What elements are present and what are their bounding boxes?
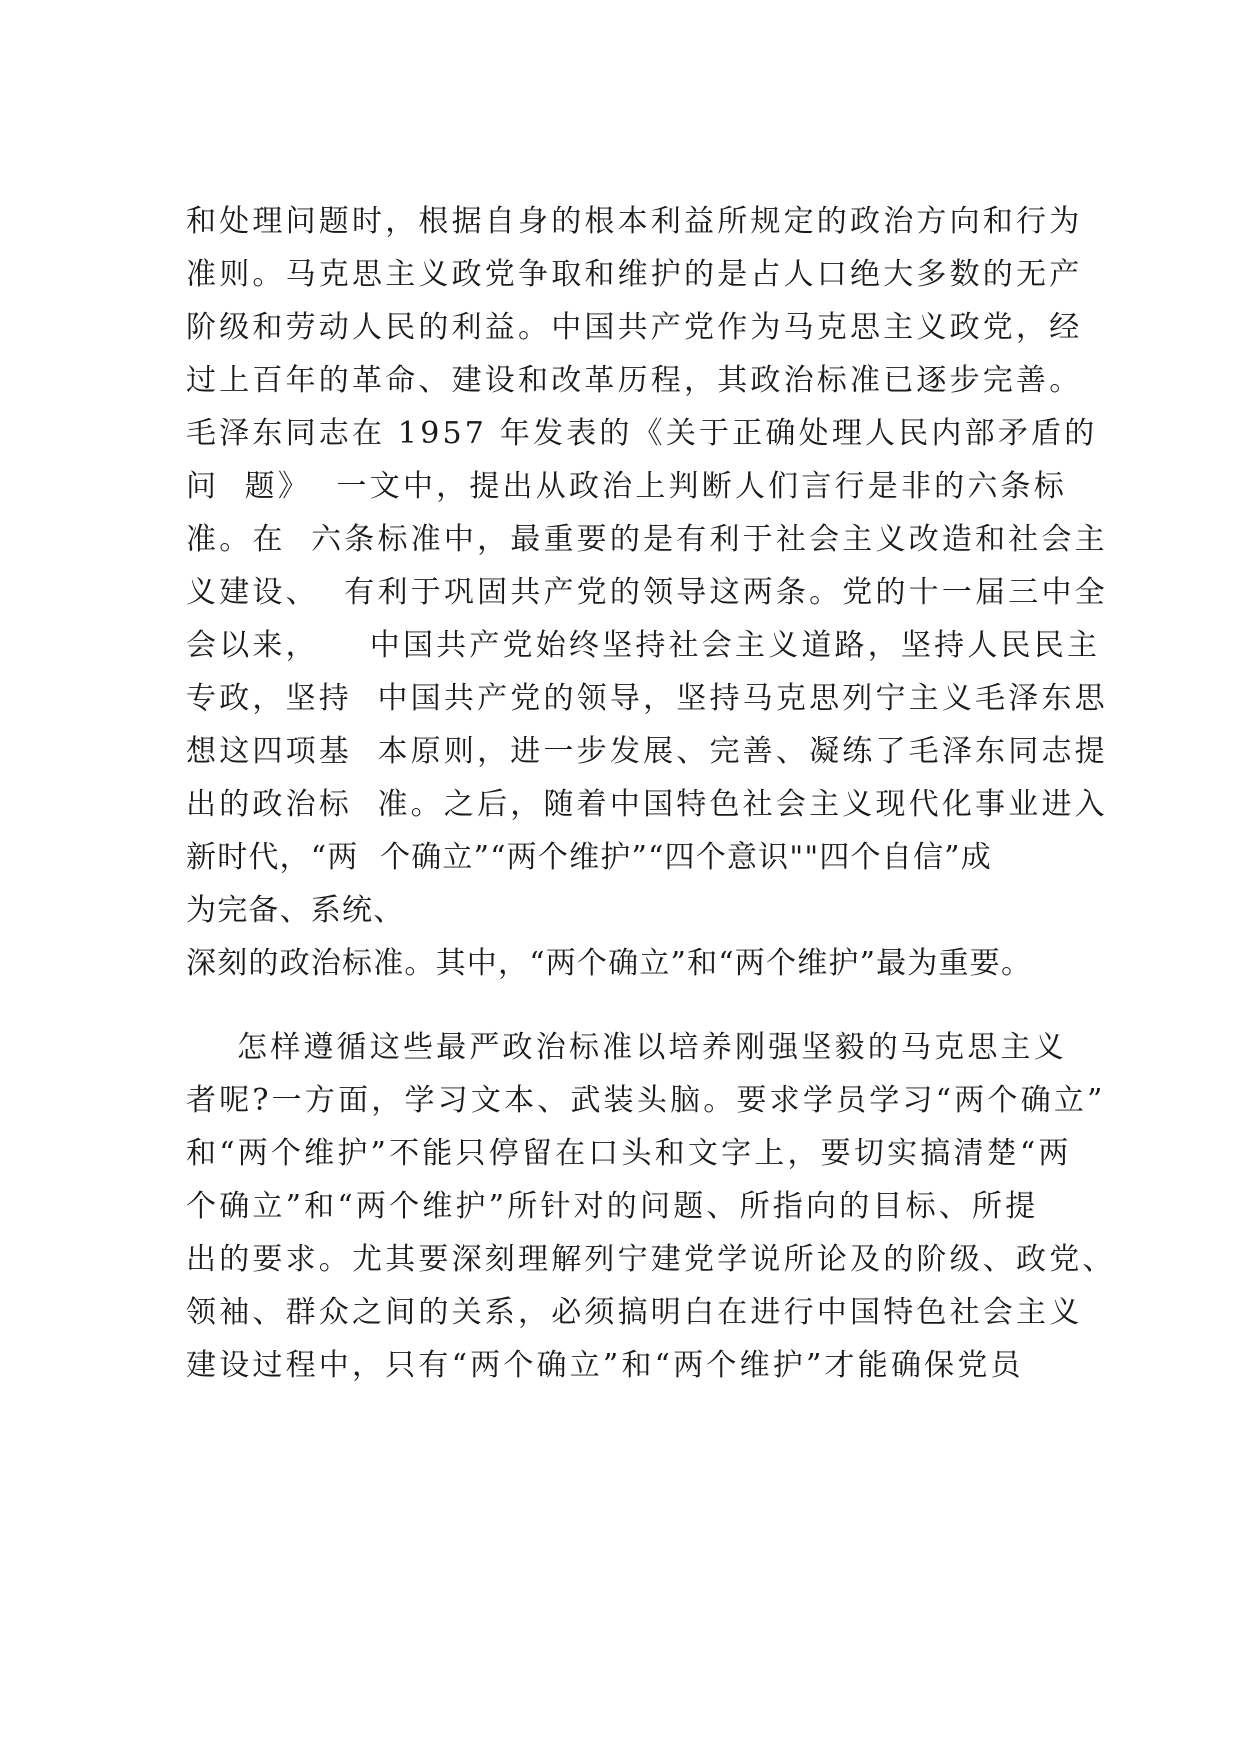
text-line: 为完备、系统、 bbox=[186, 893, 405, 928]
text-line: 义建设、 有利于巩固共产党的领导这两条。党的十一届三中全 bbox=[186, 575, 1108, 610]
text-line: 和处理问题时，根据自身的根本利益所规定的政治方向和行为 bbox=[186, 204, 1083, 239]
text-line: 怎样遵循这些最严政治标准以培养刚强坚毅的马克思主义 bbox=[186, 1030, 1067, 1065]
text-line: 过上百年的革命、建设和改革历程，其政治标准已逐步完善。 bbox=[186, 363, 1083, 398]
text-line: 出的政治标 准。之后，随着中国特色社会主义现代化事业进入 bbox=[186, 787, 1108, 822]
text-line: 个确立”和“两个维护”所针对的问题、所指向的目标、所提 bbox=[186, 1189, 1039, 1224]
text-line: 问 题》 一文中，提出从政治上判断人们言行是非的六条标 bbox=[186, 469, 1067, 504]
text-line: 会以来， 中国共产党始终坚持社会主义道路，坚持人民民主 bbox=[186, 628, 1101, 663]
text-line: 专政，坚持 中国共产党的领导，坚持马克思列宁主义毛泽东思 bbox=[186, 681, 1108, 716]
text-line: 毛泽东同志在 1957 年发表的《关于正确处理人民内部矛盾的 bbox=[186, 416, 1098, 451]
text-line: 想这四项基 本原则，进一步发展、完善、凝练了毛泽东同志提 bbox=[186, 734, 1108, 769]
text-line: 者呢?一方面，学习文本、武装头脑。要求学员学习“两个确立” bbox=[186, 1083, 1106, 1118]
text-line: 准。在 六条标准中，最重要的是有利于社会主义改造和社会主 bbox=[186, 522, 1108, 557]
text-line: 建设过程中，只有“两个确立”和“两个维护”才能确保党员 bbox=[186, 1348, 1024, 1383]
text-line: 阶级和劳动人民的利益。中国共产党作为马克思主义政党，经 bbox=[186, 310, 1083, 345]
text-line: 深刻的政治标准。其中，“两个确立”和“两个维护”最为重要。 bbox=[186, 946, 1033, 981]
text-line: 和“两个维护”不能只停留在口头和文字上，要切实搞清楚“两 bbox=[186, 1136, 1072, 1171]
text-line: 准则。马克思主义政党争取和维护的是占人口绝大多数的无产 bbox=[186, 257, 1083, 292]
text-line: 领袖、群众之间的关系，必须搞明白在进行中国特色社会主义 bbox=[186, 1295, 1083, 1330]
text-line: 新时代，“两 个确立”“两个维护”“四个意识""四个自信”成 bbox=[186, 840, 992, 875]
text-line: 出的要求。尤其要深刻理解列宁建党学说所论及的阶级、政党、 bbox=[186, 1242, 1116, 1277]
